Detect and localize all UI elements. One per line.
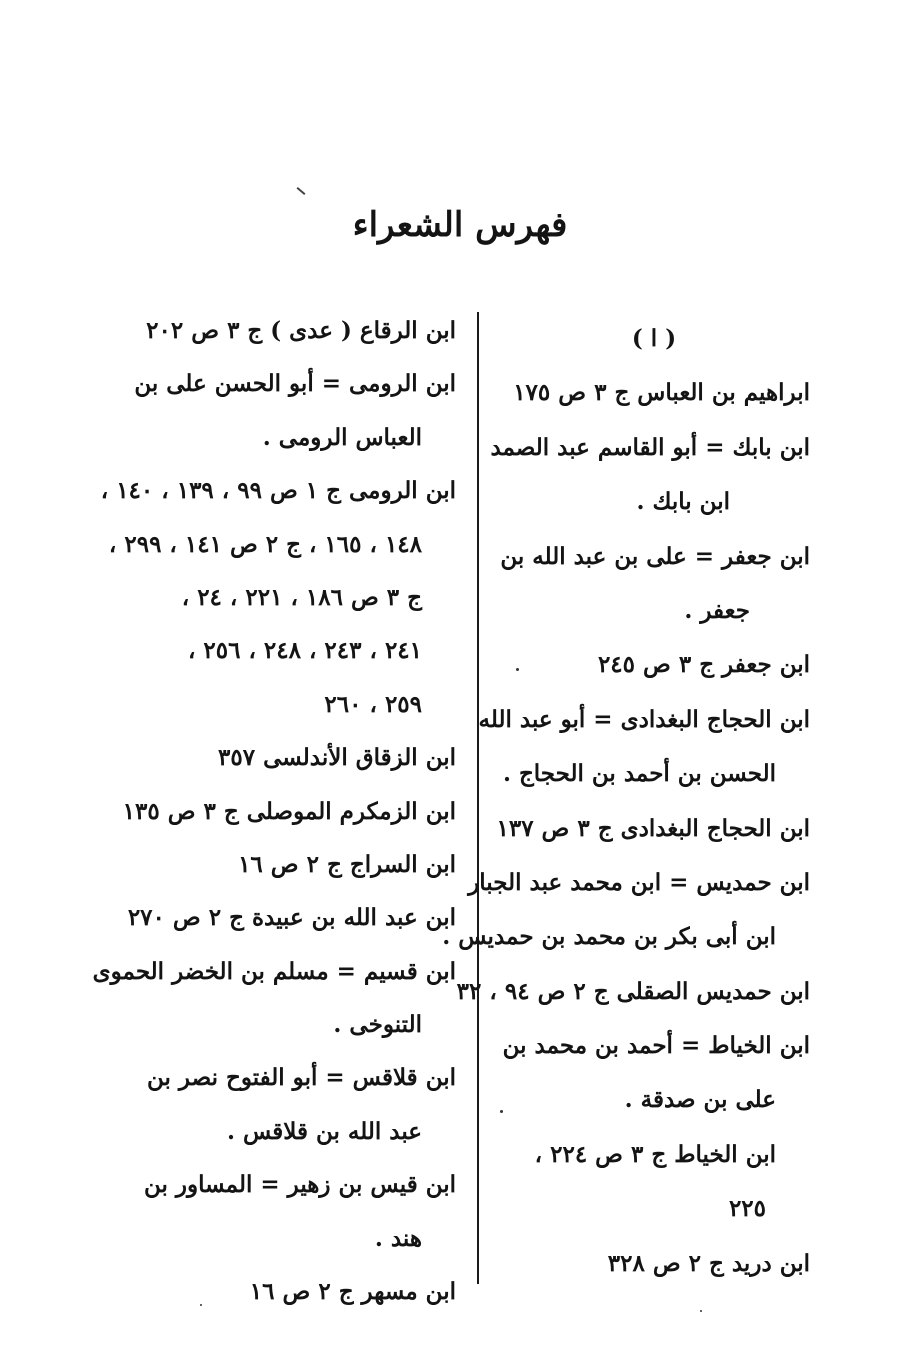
page-title: فهرس الشعراء — [352, 205, 568, 245]
index-entry-continuation: ١٤٨ ، ١٦٥ ، ج ٢ ص ١٤١ ، ٢٩٩ ، — [108, 530, 422, 558]
index-entry: ابن الزقاق الأندلسى ٣٥٧ — [218, 744, 456, 772]
index-entry-continuation: ابن أبى بكر بن محمد بن حمديس . — [442, 923, 776, 951]
index-entry: ابن دريد ج ٢ ص ٣٢٨ — [607, 1249, 810, 1277]
index-entry: ابن قيس بن زهير = المساور بن — [144, 1171, 456, 1199]
index-entry: ابن جعفر = على بن عبد الله بن — [500, 542, 810, 570]
section-heading: ( ا ) — [631, 325, 677, 352]
index-entry-continuation: التنوخى . — [333, 1011, 422, 1039]
index-entry: ابن قسيم = مسلم بن الخضر الحموى — [92, 957, 456, 985]
index-entry: ابن عبد الله بن عبيدة ج ٢ ص ٢٧٠ — [127, 904, 456, 932]
left-column — [92, 304, 456, 1318]
index-entry-continuation: عبد الله بن قلاقس . — [226, 1117, 422, 1145]
ink-speck — [516, 668, 519, 671]
index-entry-continuation: هند . — [374, 1224, 422, 1252]
index-entry-continuation: العباس الرومى . — [262, 423, 422, 451]
index-entry: ابن الرومى = أبو الحسن على بن — [134, 370, 456, 398]
index-entry: ابن حمديس = ابن محمد عبد الجبار — [468, 868, 810, 896]
index-entry: ابن بابك = أبو القاسم عبد الصمد — [490, 433, 810, 461]
index-entry-continuation: ٢٥٩ ، ٢٦٠ — [324, 690, 422, 718]
ink-speck — [200, 1304, 202, 1306]
index-entry: ابن الرقاع ( عدى ) ج ٣ ص ٢٠٢ — [146, 317, 456, 344]
index-entry: ابن السراج ج ٢ ص ١٦ — [238, 850, 456, 878]
index-entry-continuation: ٢٤١ ، ٢٤٣ ، ٢٤٨ ، ٢٥٦ ، — [187, 637, 422, 665]
index-entry: ابن جعفر ج ٣ ص ٢٤٥ — [597, 651, 810, 679]
index-entry-continuation: جعفر . — [684, 596, 750, 624]
index-entry: ابن حمديس الصقلى ج ٢ ص ٩٤ ، ٣٢ — [456, 977, 810, 1005]
index-entry: ابن مسهر ج ٢ ص ١٦ — [249, 1278, 456, 1306]
index-entry-continuation: ٢٢٥ — [728, 1195, 766, 1223]
index-entry-continuation: الحسن بن أحمد بن الحجاج . — [502, 760, 776, 788]
index-entry: ابراهيم بن العباس ج ٣ ص ١٧٥ — [513, 379, 810, 407]
index-entry-continuation: ابن بابك . — [636, 488, 730, 516]
column-divider — [477, 312, 479, 1284]
right-column — [442, 312, 810, 1291]
ink-mark — [297, 187, 306, 195]
index-entry: ابن الحجاج البغدادى ج ٣ ص ١٣٧ — [496, 814, 810, 842]
index-entry-continuation: على بن صدقة . — [624, 1086, 776, 1114]
index-entry-continuation: ج ٣ ص ١٨٦ ، ٢٢١ ، ٢٤ ، — [181, 583, 422, 611]
ink-speck — [700, 1310, 702, 1312]
index-entry: ابن الخياط = أحمد بن محمد بن — [502, 1032, 810, 1060]
index-entry: ابن الحجاج البغدادى = أبو عبد الله — [478, 705, 810, 733]
index-entry: ابن قلاقس = أبو الفتوح نصر بن — [147, 1064, 456, 1092]
ink-speck — [500, 1110, 503, 1113]
index-entry: ابن الخياط ج ٣ ص ٢٢٤ ، — [534, 1140, 776, 1168]
index-entry: ابن الزمكرم الموصلى ج ٣ ص ١٣٥ — [122, 797, 456, 825]
index-entry: ابن الرومى ج ١ ص ٩٩ ، ١٣٩ ، ١٤٠ ، — [100, 477, 456, 505]
